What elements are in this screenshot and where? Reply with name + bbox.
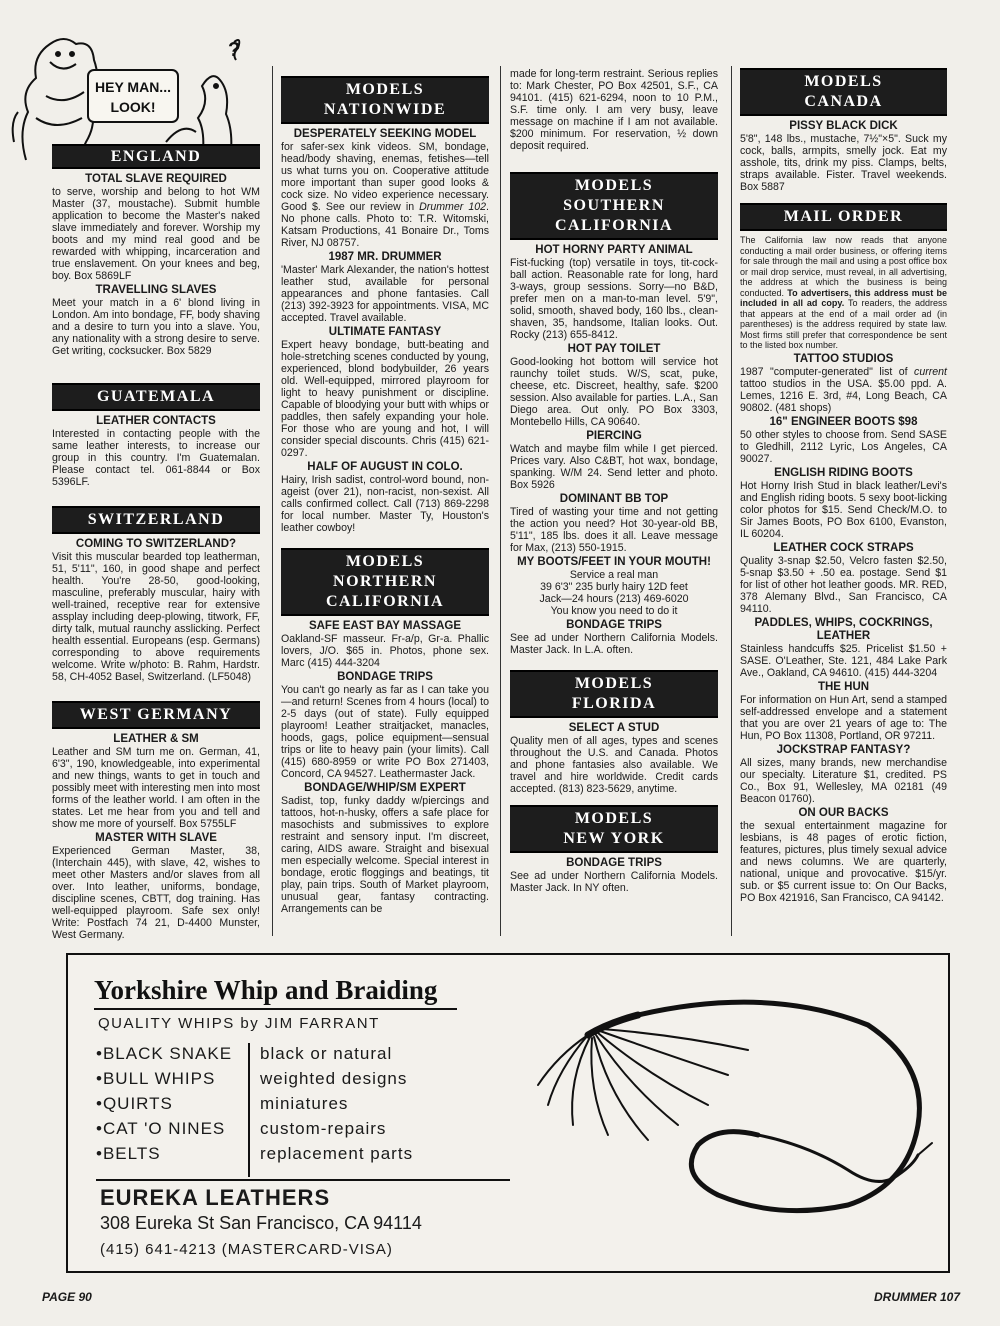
feature-item: weighted designs bbox=[260, 1069, 408, 1088]
ad-title: ON OUR BACKS bbox=[798, 806, 889, 819]
section-header-southern-california bbox=[510, 172, 718, 240]
ad-title: COMING TO SWITZERLAND? bbox=[75, 538, 237, 550]
section-header-guatemala: GUATEMALA bbox=[52, 383, 260, 411]
ad-body-continued: made for long-term restraint. Serious replies to: Mark Chester, PO Box 42501, S.F., CA 94101. (415) 621-6294, noon to 10 P.M., S.F. time only. I am very busy, leave message on machine if I am not available. $200 minimum. For reservation, ½ down deposit required. bbox=[510, 68, 718, 152]
ad-company-title: Yorkshire Whip and Braiding bbox=[94, 975, 438, 1005]
ad-line: Service a real man bbox=[569, 569, 659, 581]
section-header-canada bbox=[740, 68, 947, 116]
ad-body: Oakland-SF masseur. Fr-a/p, Gr-a. Phallic lovers, J/O. $65 in. Photos, phone sex. Marc (415) 444-3204 bbox=[281, 633, 489, 669]
header-line: MODELS bbox=[345, 81, 425, 98]
ad-title: JOCKSTRAP FANTASY? bbox=[776, 743, 911, 756]
page-number-left: PAGE 90 bbox=[42, 1290, 92, 1304]
whip-illustration bbox=[518, 975, 938, 1260]
header-line: FLORIDA bbox=[571, 695, 657, 712]
section-header-england: ENGLAND bbox=[52, 144, 260, 169]
ad-body: for safer-sex kink videos. SM, bondage, head/body shaving, enemas, fetishes—tell us what turns you on. Cooperative attitude more important than super good looks & cock size. No video experience necessary. Good $. See our review in Drummer 102. No phone calls. Photo to: T.R. Witomski, Katsam Productions, 41 Bonaire Dr., Toms River, NJ 08757. bbox=[281, 141, 489, 249]
feature-list bbox=[260, 1041, 413, 1166]
company-phone: (415) 641-4213 (MASTERCARD-VISA) bbox=[100, 1241, 393, 1258]
ad-body: Tired of wasting your time and not getting the action you need? Hot 30-year-old BB, 5'11", 185 lbs. does it all. Leave message for Max, (213) 550-1915. bbox=[510, 506, 718, 554]
header-line: CANADA bbox=[804, 93, 883, 110]
ad-title: PISSY BLACK DICK bbox=[789, 120, 898, 132]
ad-title: BONDAGE TRIPS bbox=[337, 671, 433, 683]
header-line: NORTHERN bbox=[333, 573, 437, 590]
list-divider bbox=[248, 1043, 250, 1177]
ad-title: SAFE EAST BAY MASSAGE bbox=[308, 620, 462, 632]
ad-title: PIERCING bbox=[586, 430, 642, 442]
page-number-right: DRUMMER 107 bbox=[873, 1290, 960, 1304]
feature-item: custom-repairs bbox=[260, 1119, 387, 1138]
ad-body: to serve, worship and belong to hot WM Master (37, moustache). Submit humble application to become the Master's naked slave immediately and forever. Worship my boots and my mind real good and be rewarded with whipping, incarceration and true enslavement. On your knees and beg, boy. Box 5869LF bbox=[52, 186, 260, 282]
ad-body: 'Master' Mark Alexander, the nation's hottest leather stud, available for personal appearances and phone fantasies. Call (213) 392-3923 for appointments. VISA, MC accepted. Travel available. bbox=[281, 264, 489, 324]
product-item: •BULL WHIPS bbox=[96, 1069, 216, 1088]
product-item: •BELTS bbox=[96, 1144, 161, 1163]
section-header-nationwide bbox=[281, 76, 489, 124]
ad-body: Meet your match in a 6' blond living in London. Am into bondage, FF, body shaving and a desire to turn you into a slave. You, any nationality with a strong desire to serve. Get writing, cocksucker. Box 5829 bbox=[52, 297, 260, 357]
column-2 bbox=[281, 72, 489, 915]
bubble-line-2: LOOK! bbox=[110, 99, 156, 115]
column-rule-1 bbox=[272, 66, 273, 936]
title-underline bbox=[94, 1008, 457, 1010]
ad-subtitle: QUALITY WHIPS by JIM FARRANT bbox=[98, 1015, 380, 1032]
section-header-new-york bbox=[510, 805, 718, 853]
section-header-west-germany: WEST GERMANY bbox=[52, 701, 260, 729]
ad-line: Jack—24 hours (213) 469-6020 bbox=[539, 593, 689, 605]
ad-title: ULTIMATE FANTASY bbox=[328, 326, 442, 338]
ad-title: DOMINANT BB TOP bbox=[559, 493, 669, 505]
header-line: MODELS bbox=[574, 675, 654, 692]
ad-body: Stainless handcuffs $25. Pricelist $1.50 + SASE. O'Leather, Ste. 121, 484 Lake Park Ave., Oakland, CA 94610. (415) 444-3204 bbox=[740, 642, 947, 679]
product-item: •QUIRTS bbox=[96, 1094, 173, 1113]
header-line: NATIONWIDE bbox=[323, 101, 447, 118]
ad-title: TOTAL SLAVE REQUIRED bbox=[85, 173, 227, 185]
ad-title: HALF OF AUGUST IN COLO. bbox=[307, 461, 463, 473]
ad-title: LEATHER & SM bbox=[113, 733, 199, 745]
column-3 bbox=[510, 68, 718, 894]
ad-body: 5'8", 148 lbs., mustache, 7½"×5". Suck my cock, balls, armpits, smelly jock. Eat my asshole, tits, drink my piss. Clamps, belts, straps available. Fister. Travel weekends. Box 5887 bbox=[740, 133, 947, 193]
ad-title: PADDLES, WHIPS, COCKRINGS, LEATHER bbox=[754, 616, 933, 642]
ad-body: Sadist, top, funky daddy w/piercings and tattoos, hot-n-husky, offers a safe place for masochists and submissives to explore restraint and sensory input. I'm discreet, caring, AIDS aware. Straight and bisexual men especially welcome. Special interest in bondage, erotic floggings and beatings, tit play, pain trips. South of Market playroom, unusual gear, fantasy contracting. Arrangements can be bbox=[281, 795, 489, 915]
ad-title: BONDAGE/WHIP/SM EXPERT bbox=[304, 782, 466, 794]
ad-body: Quality men of all ages, types and scenes throughout the U.S. and Canada. Photos and phone fantasies also available. We travel and hire worldwide. Credit cards accepted. (813) 823-5629, anytime. bbox=[510, 735, 718, 795]
ad-body: Quality 3-snap $2.50, Velcro fasten $2.50, 5-snap $3.50 + .50 ea. postage. Send $1 for list of other hot leather goods. MR. RED, 378 Alemany Blvd., San Francisco, CA 94110. bbox=[740, 554, 947, 615]
product-list bbox=[96, 1041, 232, 1166]
header-line: CALIFORNIA bbox=[325, 593, 445, 610]
header-line: CALIFORNIA bbox=[554, 217, 674, 234]
feature-item: black or natural bbox=[260, 1044, 393, 1063]
ad-body: You can't go nearly as far as I can take you—and return! Scenes from 4 hours (local) to 2-5 days (out of state). Fully equipped playroom! Leather straitjacket, manacles, hoods, gags, police equipment—sensual trips or lite to heavy pain (your limits). Call (415) 680-8959 or write PO Box 271403, Concord, CA 94527. Leathermaster Jack. bbox=[281, 684, 489, 780]
ad-title: DESPERATELY SEEKING MODEL bbox=[293, 128, 477, 140]
company-address: 308 Eureka St San Francisco, CA 94114 bbox=[100, 1213, 422, 1233]
header-line: MODELS bbox=[574, 177, 654, 194]
ad-body: See ad under Northern California Models. Master Jack. In NY often. bbox=[510, 870, 718, 894]
column-rule-2 bbox=[500, 66, 501, 936]
ad-line: You know you need to do it bbox=[550, 605, 678, 617]
section-header-mail-order: MAIL ORDER bbox=[740, 203, 947, 231]
ad-title: TATTOO STUDIOS bbox=[793, 352, 894, 365]
ad-body: 50 other styles to choose from. Send SASE to Gledhill, 2112 Lyric, Los Angeles, CA 90027. bbox=[740, 428, 947, 465]
ad-title: BONDAGE TRIPS bbox=[566, 857, 662, 869]
ad-title: TRAVELLING SLAVES bbox=[95, 284, 217, 296]
company-name: EUREKA LEATHERS bbox=[100, 1185, 331, 1210]
ad-body: All sizes, many brands, new merchandise our specialty. Literature $1, credited. PS Co., Box 91, Wellesley, MA 02181 (49 Beacon 01760). bbox=[740, 756, 947, 805]
ad-body: For information on Hun Art, send a stamped self-addressed envelope and a statement that you are over 21 years of age to: The Hun, PO Box 11308, Portland, OR 97211. bbox=[740, 693, 947, 742]
ad-title: LEATHER CONTACTS bbox=[96, 415, 216, 427]
ad-body: the sexual entertainment magazine for lesbians, is 48 pages of erotic fiction, features, pictures, plus timely sexual advice and news columns. We are quarterly, national, unique and provocative. $15/yr. sub. or $5 current issue to: On Our Backs, PO Box 421916, San Francisco, CA 94142. bbox=[740, 819, 947, 904]
ad-title: 16" ENGINEER BOOTS $98 bbox=[769, 415, 918, 428]
ad-body: Good-looking hot bottom will service hot raunchy toilet studs. W/S, scat, puke, cheese, etc. Discreet, healthy, safe. $200 session. Also available for parties. L.A., San Diego area. Out only. PO Box 3303, Montebello Hills, CA 90640. bbox=[510, 356, 718, 428]
section-header-florida bbox=[510, 670, 718, 718]
ad-body: Experienced German Master, 38, (Interchain 445), with slave, 42, wishes to meet other Masters and/or slaves from all over. Into leather, uniforms, bondage, discipline scenes, CBTT, dog training. Has well-equipped playroom. Safe sex only! Write: Postfach 74 21, D-4400 Munster, West Germany. bbox=[52, 845, 260, 941]
ad-body: Watch and maybe film while I get pierced. Prices vary. Also C&BT, hot wax, bondage, spanking. W/M 24. Send letter and photo. Box 5926 bbox=[510, 443, 718, 491]
ad-title: 1987 MR. DRUMMER bbox=[328, 251, 442, 263]
header-line: MODELS bbox=[804, 73, 883, 90]
ad-body: Leather and SM turn me on. German, 41, 6'3", 190, knowledgeable, into experimental and new things, wants to get in touch and possibly meet with interesting men into most forms of the leather world. I am often in the states. Let me hear from you and tell and show me more of yourself. Box 5755LF bbox=[52, 746, 260, 830]
ad-title: BONDAGE TRIPS bbox=[566, 619, 662, 631]
ad-title: HOT HORNY PARTY ANIMAL bbox=[535, 244, 693, 256]
ad-title: LEATHER COCK STRAPS bbox=[773, 541, 914, 554]
bubble-line-1: HEY MAN... bbox=[95, 79, 171, 95]
column-4 bbox=[740, 68, 947, 904]
display-advertisement bbox=[66, 953, 950, 1273]
ad-title: ENGLISH RIDING BOOTS bbox=[774, 466, 913, 479]
ad-body: See ad under Northern California Models. Master Jack. In L.A. often. bbox=[510, 632, 718, 656]
mail-order-notice: The California law now reads that anyone conducting a mail order business, or offering items for sale through the mail and using a post office box or mail drop service, must reveal, in all advertising, the address at which the business is being conducted. To advertisers, this address must be included in all ad copy. To readers, the address that appears at the end of a mail order ad (in parentheses) is the address required by state law. Most firms still prefer that correspondence be sent to the listed box number. bbox=[740, 235, 947, 350]
column-1 bbox=[52, 140, 260, 941]
ad-title: MY BOOTS/FEET IN YOUR MOUTH! bbox=[517, 556, 711, 568]
feature-item: replacement parts bbox=[260, 1144, 414, 1163]
ad-body: Hot Horny Irish Stud in black leather/Levi's and English riding boots. 5 sexy boot-licking color photos for $15. Send Check/M.O. to Sir James Boots, PO Box 6100, Evanston, IL 60204. bbox=[740, 479, 947, 540]
ad-title: HOT PAY TOILET bbox=[567, 343, 661, 355]
question-mark: ? bbox=[228, 39, 241, 61]
column-rule-3 bbox=[731, 66, 732, 936]
ad-line: 39 6'3" 235 burly hairy 12D feet bbox=[540, 581, 688, 593]
ad-title: THE HUN bbox=[817, 680, 870, 693]
feature-item: miniatures bbox=[260, 1094, 349, 1113]
ad-title: MASTER WITH SLAVE bbox=[95, 832, 217, 844]
ad-body: Hairy, Irish sadist, control-word bound, non-ageist (over 21), non-racist, non-sexist. All calls confirmed collect. Call (713) 869-2298 for local number. Master Ty, Houston's leather cowboy! bbox=[281, 474, 489, 534]
ad-title: SELECT A STUD bbox=[568, 722, 660, 734]
ad-body: Visit this muscular bearded top leatherman, 51, 5'11", 160, in good shape and perfect health. You're 28-50, good-looking, masculine, preferably muscular, hairy with well-trained, receptive rear for extensive assplay including deep-plowing, titwork, FF, dirty talk, mutual raunchy asslicking. Perfect health essential. Europeans (esp. Germans) corresponding to above requirements welcome. Write w/photo: B. Rahm, Hardstr. 58, CH-4052 Basel, Switzerland. (LF5048) bbox=[52, 551, 260, 683]
section-header-northern-california bbox=[281, 548, 489, 616]
product-item: •CAT 'O NINES bbox=[96, 1119, 226, 1138]
header-line: MODELS bbox=[345, 553, 425, 570]
header-line: MODELS bbox=[574, 810, 654, 827]
ad-body: Interested in contacting people with the same leather interests, to increase our group in this country. I'm Guatemalan. Please contact tel. 061-8844 or Box 5396LF. bbox=[52, 428, 260, 488]
ad-body: Expert heavy bondage, butt-beating and hole-stretching scenes conducted by young, experienced, blond bodybuilder, 26 years old. Well-equipped, mirrored playroom for light to heavy punishment or discipline. Capable of bloodying your butt with whips or paddles, then safely expanding your hole. For those who are young and hot, I will consider special discounts. Chris (415) 621-0297. bbox=[281, 339, 489, 459]
section-header-switzerland: SWITZERLAND bbox=[52, 506, 260, 534]
ad-body: Fist-fucking (top) versatile in toys, tit-cock-ball action. Reasonable rate for long, hard 3-ways, group sessions. Sorry—no B&D, prefer men on a man-to-man level. 5'9", solid, smooth, shaved body, 160 lbs., clean-shaven, 35, handsome, Italian looks. Out. Rocky (213) 655-8412. bbox=[510, 257, 718, 341]
header-line: NEW YORK bbox=[563, 830, 665, 847]
product-item: •BLACK SNAKE bbox=[96, 1044, 233, 1063]
divider bbox=[96, 1179, 510, 1181]
ad-body: 1987 "computer-generated" list of current tattoo studios in the USA. $5.00 ppd. A. Lemes, 1216 E. 3rd, #4, Long Beach, CA 90802. (481 shops) bbox=[740, 365, 947, 414]
header-line: SOUTHERN bbox=[563, 197, 665, 214]
